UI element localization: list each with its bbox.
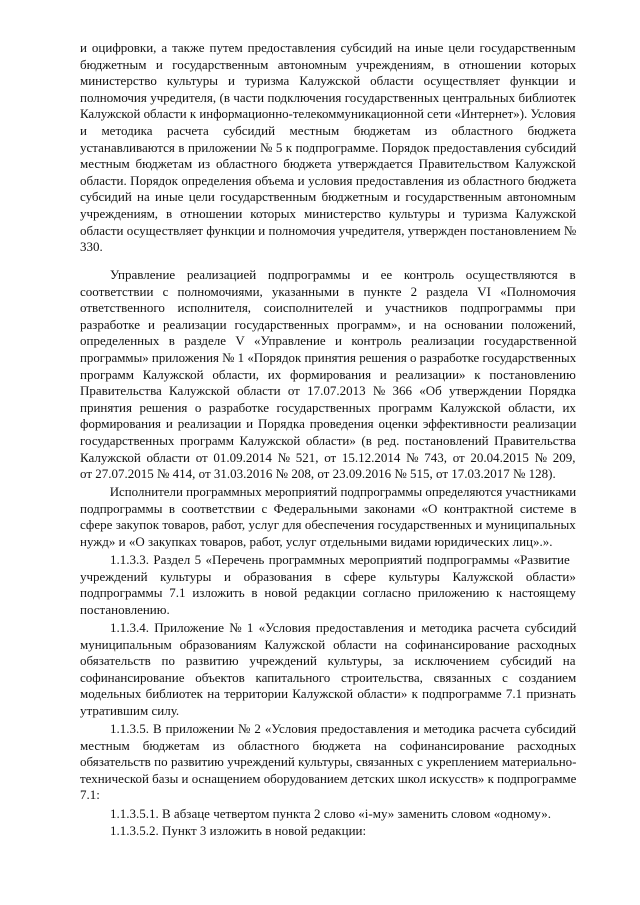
paragraph-item-1-1-3-5 [80,721,576,804]
text-line: 1.1.3.5. В приложении № 2 «Условия предоставления и методика расчета субсидий [110,721,577,736]
text-line: и оцифровки, а также путем предоставления субсидий на иные цели государственным [80,40,576,55]
text-line: местным бюджетам из областного бюджета на софинансирование расходных [80,737,577,753]
text-line: нужд» и «О закупках товаров, работ, услуг отдельными видами юридических лиц».». [80,533,553,549]
text-line: Управление реализацией подпрограммы и ее контроль осуществляются в [110,267,576,282]
paragraph-item-1-1-3-4 [80,620,576,720]
text-line: 330. [80,239,103,255]
text-line: модельных библиотек на территории Калужской области» к подпрограмме 7.1 признать [80,686,576,702]
text-line: Правительства Калужской области от 17.07.2013 № 366 «Об утверждении Порядка [80,383,576,399]
text-line: формирования и реализации и Порядка проведения оценки эффективности реализации [80,416,577,432]
text-line: подпрограммы 7.1 изложить в новой редакции согласно приложению к настоящему [80,585,576,601]
text-line: учреждениям, в отношении которых министерство культуры и туризма Калужской [80,205,577,221]
text-line: обязательств по развитию учреждений культуры, за исключением субсидий на [80,653,576,669]
text-line: от 27.07.2015 № 414, от 31.03.2016 № 208, от 23.09.2016 № 515, от 17.03.2017 № 128). [80,466,556,482]
text-line: утратившим силу. [80,702,180,718]
paragraph-program-management [80,267,576,483]
text-line: постановлению. [80,601,170,617]
text-line: ответственного исполнителя, соисполнителей и участников подпрограммы при [80,300,576,316]
text-line: полномочия учредителя, (в части подключения государственных центральных библиотек [80,89,576,105]
text-line: области. Порядок определения объема и условия предоставления из областного бюджета [80,172,577,188]
text-line: 1.1.3.4. Приложение № 1 «Условия предоставления и методика расчета субсидий [110,620,577,635]
text-line: учреждений культуры и образования в сфере культуры Калужской области» [80,568,576,584]
text-line: устанавливаются в приложении № 5 к подпрограмме. Порядок предоставления субсидий [80,139,577,155]
text-line: соответствии с полномочиями, указанными в пункте 2 раздела VI «Полномочия [80,283,576,299]
text-line: бюджетным и государственным автономным учреждениям, в отношении которых [80,56,577,72]
paragraph-item-1-1-3-3 [80,552,576,618]
text-line: Исполнители программных мероприятий подпрограммы определяются участниками [109,484,577,499]
paragraph-subsidies-continuation [80,40,576,256]
text-line: 1.1.3.5.1. В абзаце четвертом пункта 2 слово «і-му» заменить словом «одному». [110,806,552,821]
text-line: программ Калужской области, их формирования и реализации» к постановлению [80,366,576,382]
text-line: 1.1.3.5.2. Пункт 3 изложить в новой редакции: [110,823,367,838]
text-line: 1.1.3.3. Раздел 5 «Перечень программных мероприятий подпрограммы «Развитие [110,552,570,567]
paragraph-program-executors [80,484,576,550]
text-line: обязательств по развитию учреждений культуры, связанных с укреплением материально- [80,754,577,770]
text-line: местным бюджетам из областного бюджета утверждается Правительством Калужской [80,156,576,172]
text-line: сфере закупок товаров, работ, услуг для обеспечения государственных и муниципальных [80,517,576,533]
text-line: Калужской области к информационно-телекоммуникационной сети «Интернет»). Условия [80,106,576,122]
text-line: определенных в разделе V «Управление и контроль реализации государственной [80,333,577,349]
text-line: софинансирование объектов капитального строительства, связанных с созданием [80,669,577,685]
text-line: области осуществляет функции и полномочия учредителя, утвержден постановлением № [80,222,577,238]
text-line: министерство культуры и туризма Калужской области осуществляет функции и [80,73,576,89]
text-line: разработке и реализации государственных программ», и на основании положений, [80,316,576,332]
text-line: муниципальным образованиям Калужской области на софинансирование расходных [80,636,577,652]
paragraph-item-1-1-3-5-1 [80,806,576,823]
text-line: субсидий на иные цели государственным бюджетным и государственным автономным [80,189,576,205]
text-line: и методика расчета субсидий местным бюджетам из областного бюджета [80,122,576,138]
text-line: подпрограммы в соответствии с Федеральными законами «О контрактной системе в [80,500,577,516]
text-line: технической базы и оснащением оборудованием детских школ искусств» к подпрограмме [80,770,577,786]
text-line: Калужской области от 01.09.2014 № 521, от 15.12.2014 № 743, от 20.04.2015 № 209, [80,449,576,465]
text-line: 7.1: [80,787,100,803]
text-line: программы» приложения № 1 «Порядок принятия решения о разработке государственных [80,349,577,365]
text-line: принятия решения о разработке государственных программ Калужской области, их [80,399,576,415]
text-line: государственных программ Калужской области» (в ред. постановлений Правительства [80,432,576,448]
paragraph-item-1-1-3-5-2 [80,823,576,840]
